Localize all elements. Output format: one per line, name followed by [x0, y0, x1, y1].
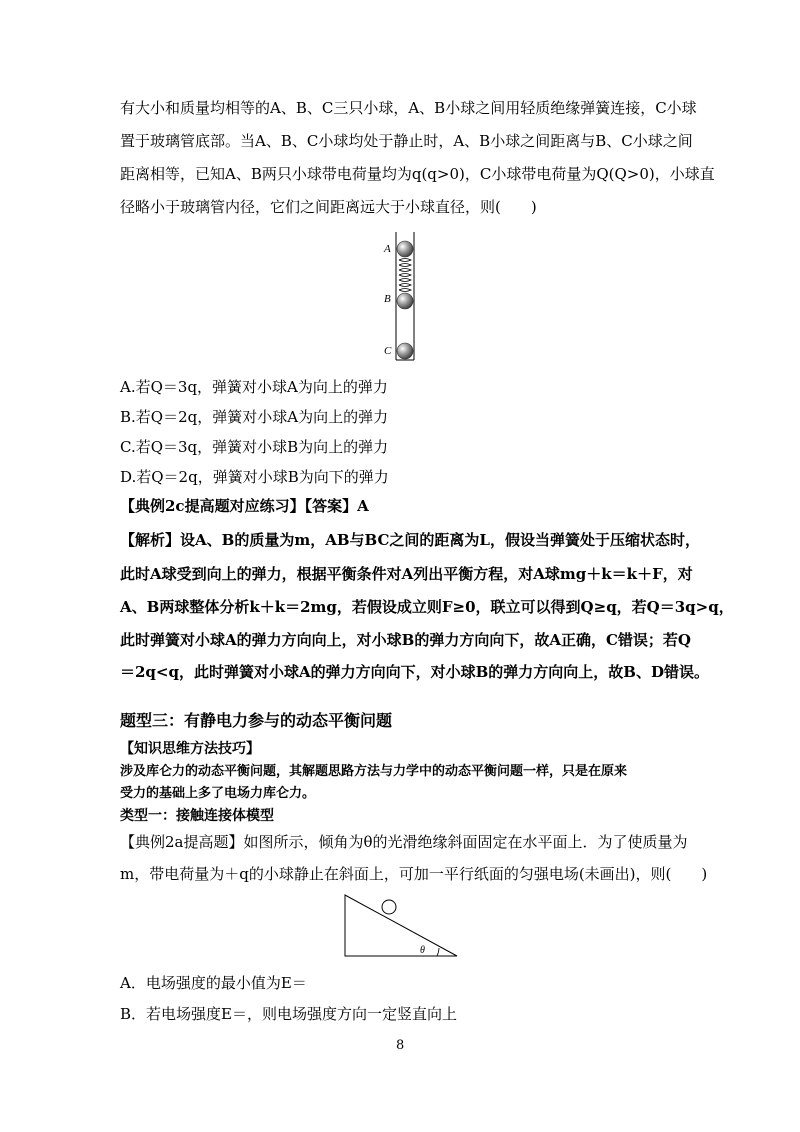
example-line-2: m，带电荷量为＋q的小球静止在斜面上，可加一平行纸面的匀强电场(未画出)，则( )	[120, 865, 708, 883]
option2-a: A．电场强度的最小值为E＝	[120, 974, 307, 992]
option2-b: B．若电场强度E＝，则电场强度方向一定竖直向上	[120, 1005, 457, 1023]
method-text-1: 涉及库仑力的动态平衡问题，其解题思路方法与力学中的动态平衡问题一样，只是在原来	[120, 764, 628, 779]
analysis-line-5: ＝2q<q，此时弹簧对小球A的弹力方向向下，对小球B的弹力方向向上，故B、D错误。	[120, 663, 709, 681]
problem-line-1: 有大小和质量均相等的A、B、C三只小球，A、B小球之间用轻质绝缘弹簧连接，C小球	[120, 99, 697, 117]
label-c: C	[384, 345, 392, 357]
label-a: A	[384, 243, 391, 255]
option-c: C.若Q＝3q，弹簧对小球B为向上的弹力	[120, 438, 389, 456]
incline-figure	[340, 890, 465, 960]
angle-arc	[437, 948, 439, 956]
problem-line-4: 径略小于玻璃管内径，它们之间距离远大于小球直径，则( )	[120, 198, 537, 216]
label-b: B	[384, 293, 391, 305]
answer-line: 【典例2c提高题对应练习】【答案】A	[120, 497, 369, 515]
method-text-2: 受力的基础上多了电场力库仑力。	[120, 786, 316, 801]
ball-a	[397, 241, 413, 257]
option-a: A.若Q＝3q，弹簧对小球A为向上的弹力	[120, 378, 388, 396]
page-number: 8	[396, 1038, 405, 1053]
analysis-line-4: 此时弹簧对小球A的弹力方向向上，对小球B的弹力方向向下，故A正确，C错误；若Q	[120, 631, 691, 649]
problem-line-3: 距离相等，已知A、B两只小球带电荷量均为q(q>0)，C小球带电荷量为Q(Q>0)，小球直	[120, 165, 715, 183]
ball-b	[397, 293, 413, 309]
type-title: 类型一：接触连接体模型	[120, 808, 274, 824]
angle-label: θ	[420, 945, 425, 956]
analysis-line-1: 【解析】设A、B的质量为m，AB与BC之间的距离为L，假设当弹簧处于压缩状态时，	[120, 531, 700, 549]
incline-triangle	[345, 895, 457, 956]
tube-figure	[380, 232, 430, 362]
analysis-line-2: 此时A球受到向上的弹力，根据平衡条件对A列出平衡方程，对A球mg＋k＝k＋F，对	[120, 565, 693, 583]
option-d: D.若Q＝2q，弹簧对小球B为向下的弹力	[120, 468, 389, 486]
spring	[399, 259, 411, 292]
analysis-line-3: A、B两球整体分析k＋k＝2mg，若假设成立则F≥0，联立可以得到Q≥q，若Q＝3q>q，	[120, 598, 734, 616]
example-line-1: 【典例2a提高题】如图所示，倾角为θ的光滑绝缘斜面固定在水平面上．为了使质量为	[120, 833, 688, 851]
problem-line-2: 置于玻璃管底部。当A、B、C小球均处于静止时，A、B小球之间距离与B、C小球之间	[120, 132, 693, 150]
ball-c	[397, 343, 413, 359]
method-title: 【知识思维方法技巧】	[120, 741, 260, 757]
section-title: 题型三：有静电力参与的动态平衡问题	[120, 711, 393, 730]
ball-on-incline	[382, 900, 396, 914]
option-b: B.若Q＝2q，弹簧对小球A为向上的弹力	[120, 408, 389, 426]
